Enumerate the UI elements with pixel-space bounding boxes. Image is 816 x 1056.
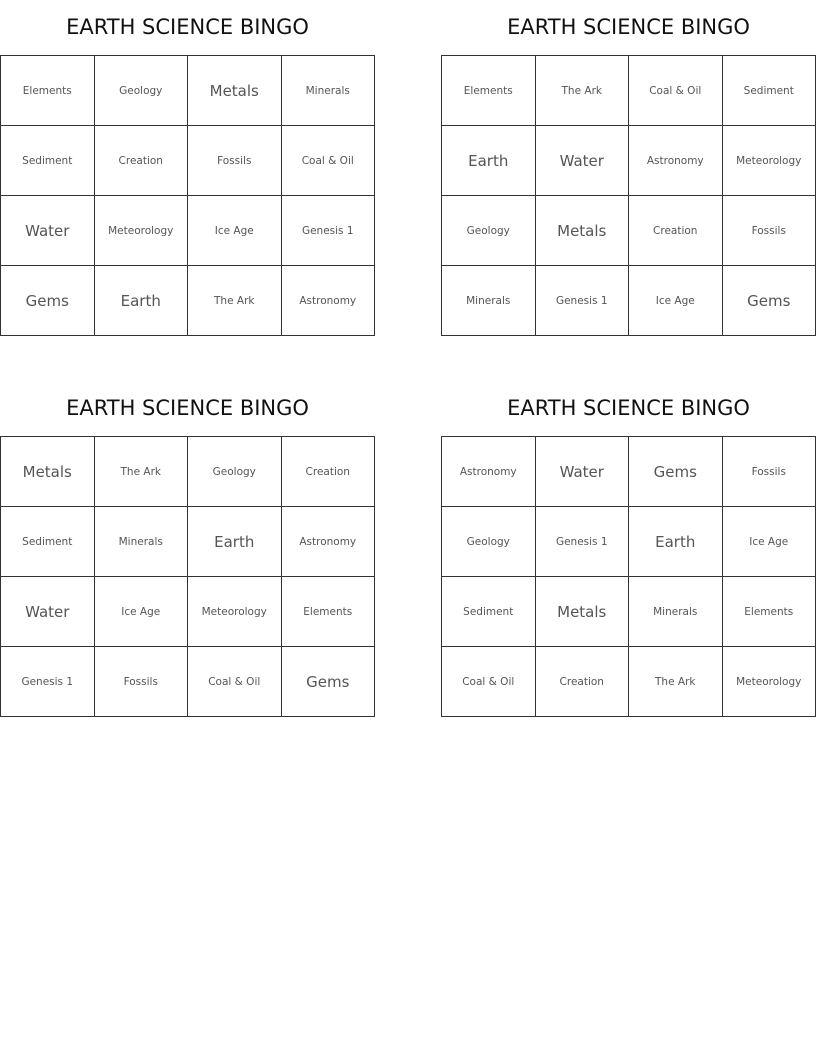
bingo-cell: Elements (282, 577, 376, 647)
bingo-cell: Fossils (723, 196, 816, 266)
bingo-cell: Earth (629, 507, 723, 577)
bingo-cell: Genesis 1 (282, 196, 376, 266)
card-title: EARTH SCIENCE BINGO (507, 396, 750, 420)
bingo-cell: Ice Age (188, 196, 282, 266)
bingo-cell: Earth (95, 266, 189, 336)
bingo-cell: Coal & Oil (188, 647, 282, 717)
bingo-cell: Minerals (442, 266, 536, 336)
bingo-cell: Astronomy (442, 437, 536, 507)
bingo-card-2 (441, 0, 816, 336)
bingo-cell: Creation (629, 196, 723, 266)
bingo-cell: Gems (723, 266, 816, 336)
card-title: EARTH SCIENCE BINGO (66, 396, 309, 420)
bingo-cell: Minerals (95, 507, 189, 577)
bingo-cell: Genesis 1 (1, 647, 95, 717)
bingo-cell: Sediment (1, 507, 95, 577)
bingo-cell: Elements (1, 56, 95, 126)
bingo-cell: Coal & Oil (629, 56, 723, 126)
bingo-cell: Coal & Oil (442, 647, 536, 717)
bingo-cell: Minerals (282, 56, 376, 126)
bingo-cell: The Ark (95, 437, 189, 507)
bingo-cell: Meteorology (95, 196, 189, 266)
bingo-cell: Ice Age (95, 577, 189, 647)
card-title: EARTH SCIENCE BINGO (507, 15, 750, 39)
bingo-cell: Geology (442, 507, 536, 577)
bingo-cell: Metals (536, 577, 630, 647)
bingo-cell: Metals (536, 196, 630, 266)
bingo-cell: Gems (629, 437, 723, 507)
bingo-card-3 (0, 381, 375, 717)
bingo-cell: Meteorology (723, 126, 816, 196)
bingo-cell: Gems (282, 647, 376, 717)
bingo-cell: Water (1, 196, 95, 266)
bingo-cell: Water (536, 126, 630, 196)
bingo-grid (441, 436, 816, 717)
bingo-cell: Gems (1, 266, 95, 336)
bingo-grid (0, 55, 375, 336)
bingo-cell: Meteorology (188, 577, 282, 647)
bingo-cell: Genesis 1 (536, 266, 630, 336)
bingo-cell: Creation (95, 126, 189, 196)
bingo-cell: Geology (95, 56, 189, 126)
bingo-cell: Earth (188, 507, 282, 577)
bingo-card-4 (441, 381, 816, 717)
bingo-cell: Fossils (95, 647, 189, 717)
bingo-grid (0, 436, 375, 717)
bingo-cell: Meteorology (723, 647, 816, 717)
bingo-cell: Geology (188, 437, 282, 507)
bingo-cell: Astronomy (282, 507, 376, 577)
bingo-cell: Fossils (188, 126, 282, 196)
bingo-cell: Fossils (723, 437, 816, 507)
bingo-cell: The Ark (536, 56, 630, 126)
bingo-cell: Ice Age (629, 266, 723, 336)
bingo-cell: Creation (536, 647, 630, 717)
bingo-cell: Water (1, 577, 95, 647)
bingo-cell: Water (536, 437, 630, 507)
bingo-cell: Coal & Oil (282, 126, 376, 196)
bingo-cell: Elements (442, 56, 536, 126)
bingo-cell: Astronomy (282, 266, 376, 336)
bingo-cell: Genesis 1 (536, 507, 630, 577)
bingo-cell: Metals (188, 56, 282, 126)
bingo-cell: Creation (282, 437, 376, 507)
bingo-cell: Astronomy (629, 126, 723, 196)
bingo-card-1 (0, 0, 375, 336)
bingo-cell: Minerals (629, 577, 723, 647)
bingo-grid (441, 55, 816, 336)
bingo-cell: Ice Age (723, 507, 816, 577)
bingo-cell: The Ark (188, 266, 282, 336)
bingo-cell: Geology (442, 196, 536, 266)
bingo-cell: Sediment (1, 126, 95, 196)
card-title: EARTH SCIENCE BINGO (66, 15, 309, 39)
bingo-cell: Metals (1, 437, 95, 507)
bingo-cell: The Ark (629, 647, 723, 717)
bingo-cell: Sediment (442, 577, 536, 647)
bingo-cell: Earth (442, 126, 536, 196)
bingo-cell: Sediment (723, 56, 816, 126)
bingo-cell: Elements (723, 577, 816, 647)
